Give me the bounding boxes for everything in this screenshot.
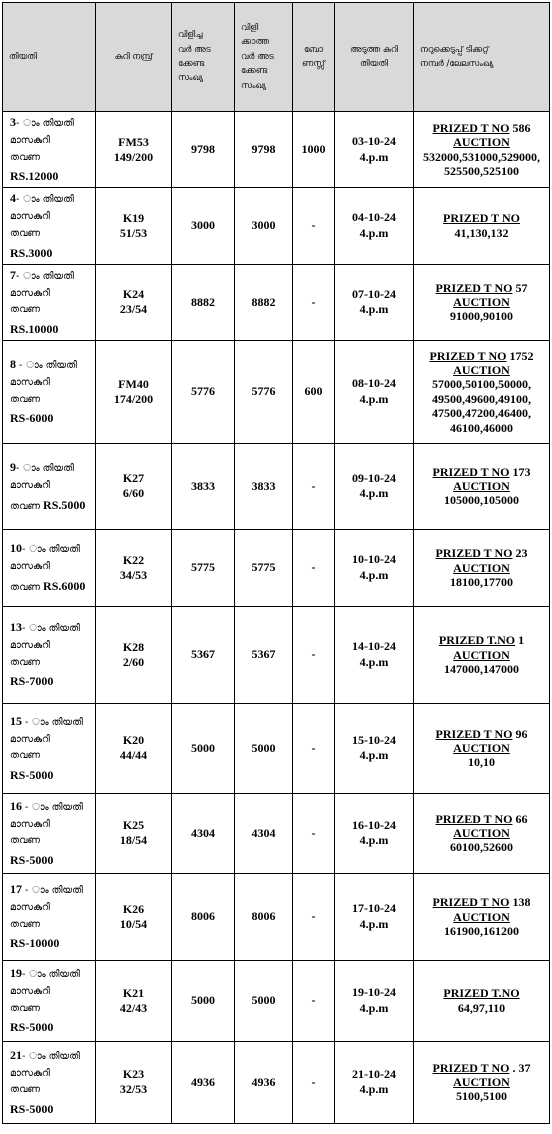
cell-uncalled-amount: 3000 — [235, 188, 293, 264]
result-prized-no: 57 — [515, 280, 528, 295]
cell-uncalled-amount: 4304 — [235, 793, 293, 873]
cell-uncalled-amount: 8006 — [235, 873, 293, 960]
result-prized-label: PRIZED T NO — [435, 726, 513, 741]
result-auction-label: AUCTION — [453, 135, 510, 150]
cell-date — [3, 112, 96, 188]
date-line3: തവണ — [10, 656, 41, 668]
kuri-installment: 10/54 — [119, 916, 148, 931]
date-line2: മാസകുറി — [10, 640, 50, 652]
cell-bonus: 600 — [293, 340, 335, 443]
result-prized-no: 586 — [512, 120, 531, 135]
cell-called-amount: 3000 — [172, 188, 235, 264]
cell-kuri-no — [96, 112, 172, 188]
date-suffix: - ാം തിയതി — [22, 885, 83, 897]
next-time: 4.p.m — [359, 391, 389, 406]
date-amount: RS-7000 — [10, 674, 54, 689]
date-suffix: - ാം തിയതി — [16, 118, 74, 129]
cell-result — [414, 188, 550, 264]
cell-date — [3, 960, 96, 1041]
result-prized-no: 173 — [512, 464, 531, 479]
result-auction-line: 5100,5100 — [456, 1089, 507, 1104]
date-suffix: - ാം തിയതി — [22, 544, 80, 556]
kuri-code: K25 — [122, 818, 145, 833]
next-date: 09-10-24 — [352, 470, 396, 485]
cell-result — [414, 703, 550, 793]
date-line3: തവണ — [10, 835, 41, 847]
result-auction-line: 161900,161200 — [444, 923, 519, 938]
result-prized-label: PRIZED T NO — [435, 811, 513, 826]
cell-uncalled-amount: 5000 — [235, 960, 293, 1041]
date-suffix: - ാം തിയതി — [22, 623, 80, 635]
cell-next-date — [335, 1041, 414, 1123]
kuri-code: K22 — [122, 552, 145, 567]
table-row — [3, 703, 550, 793]
date-suffix: - ാം തിയതി — [22, 969, 80, 981]
kuri-schedule-table — [2, 2, 550, 1124]
next-time: 4.p.m — [359, 833, 389, 848]
date-line2: മാസകുറി — [10, 287, 50, 299]
table-row — [3, 606, 550, 703]
date-amount: RS.6000 — [43, 579, 86, 594]
date-amount: RS-5000 — [10, 1101, 54, 1116]
cell-next-date — [335, 529, 414, 606]
next-date: 19-10-24 — [352, 985, 396, 1000]
kuri-code: K28 — [122, 639, 145, 654]
cell-uncalled-amount: 5775 — [235, 529, 293, 606]
date-suffix: - ാം തിയതി — [22, 716, 83, 728]
kuri-installment: 34/53 — [119, 567, 148, 582]
result-auction-line: 64,97,110 — [457, 1000, 506, 1015]
date-suffix: - ാം തിയതി — [22, 1050, 80, 1062]
date-amount: RS.5000 — [43, 497, 86, 512]
kuri-code: K20 — [122, 733, 145, 748]
cell-called-amount: 8006 — [172, 873, 235, 960]
kuri-installment: 32/53 — [119, 1082, 148, 1097]
cell-date — [3, 340, 96, 443]
result-auction-line: 10,10 — [468, 755, 495, 770]
header-uncalled-amount: വിളി ക്കാത്ത വർ അട ക്കേണ്ട സംഖ്യ — [235, 3, 293, 112]
cell-kuri-no — [96, 443, 172, 529]
cell-next-date — [335, 443, 414, 529]
cell-bonus: - — [293, 793, 335, 873]
result-auction-label: AUCTION — [453, 479, 510, 494]
cell-uncalled-amount: 4936 — [235, 1041, 293, 1123]
date-day: 19 — [10, 966, 22, 981]
date-suffix: - ാം തിയതി — [22, 801, 83, 813]
date-amount: RS-6000 — [10, 411, 54, 426]
cell-date — [3, 529, 96, 606]
header-bonus: ബോ ണസ്സ് — [293, 3, 335, 112]
cell-result — [414, 340, 550, 443]
kuri-code: K26 — [122, 901, 145, 916]
cell-uncalled-amount: 3833 — [235, 443, 293, 529]
cell-bonus: - — [293, 606, 335, 703]
cell-next-date — [335, 606, 414, 703]
kuri-code: FM40 — [118, 376, 149, 391]
next-date: 04-10-24 — [352, 210, 396, 225]
result-prized-no: 1 — [518, 633, 525, 648]
result-prized-label: PRIZED T NO — [432, 1060, 510, 1075]
result-prized-no: 66 — [515, 811, 528, 826]
date-line3: തവണ — [10, 1084, 41, 1096]
cell-kuri-no — [96, 793, 172, 873]
date-day: 21 — [10, 1047, 22, 1062]
header-result: നറുക്കെടുപ്പ് ടിക്കറ്റ് നമ്പർ /ലേലസംഖ്യ — [414, 3, 550, 112]
cell-kuri-no — [96, 1041, 172, 1123]
result-auction-line: 41,130,132 — [454, 225, 509, 240]
date-line2: മാസകുറി — [10, 733, 50, 745]
result-prized-no: 1752 — [509, 348, 534, 363]
result-prized-no: . 37 — [512, 1060, 531, 1075]
table-row — [3, 529, 550, 606]
cell-called-amount: 5775 — [172, 529, 235, 606]
header-kuri-no: കുറി നമ്പ്ര് — [96, 3, 172, 112]
result-prized-label: PRIZED T NO — [432, 895, 510, 910]
next-date: 10-10-24 — [352, 552, 396, 567]
next-time: 4.p.m — [359, 748, 389, 763]
header-next-date: അടുത്ത കുറി തിയതി — [335, 3, 414, 112]
result-prized-label: PRIZED T NO — [432, 464, 510, 479]
date-suffix: - ാം തിയതി — [16, 194, 74, 206]
table-row — [3, 793, 550, 873]
kuri-installment: 42/43 — [119, 1000, 148, 1015]
result-auction-label: AUCTION — [453, 294, 510, 309]
kuri-installment: 44/44 — [119, 748, 148, 763]
table-row — [3, 960, 550, 1041]
cell-called-amount: 5000 — [172, 960, 235, 1041]
cell-next-date — [335, 873, 414, 960]
table-row — [3, 873, 550, 960]
next-date: 03-10-24 — [352, 134, 396, 149]
next-time: 4.p.m — [359, 1082, 389, 1097]
date-line3: തവണ — [10, 582, 41, 594]
kuri-installment: 18/54 — [119, 833, 148, 848]
result-auction-label: AUCTION — [453, 362, 510, 377]
date-line3: തവണ — [10, 151, 41, 163]
result-prized-label: PRIZED T.NO — [443, 986, 520, 1001]
result-auction-label: AUCTION — [453, 560, 510, 575]
date-day: 10 — [10, 541, 22, 556]
table-row — [3, 443, 550, 529]
kuri-code: K23 — [122, 1067, 145, 1082]
cell-next-date — [335, 793, 414, 873]
date-day: 4 — [10, 191, 16, 206]
cell-date — [3, 703, 96, 793]
cell-uncalled-amount: 5367 — [235, 606, 293, 703]
next-time: 4.p.m — [359, 302, 389, 317]
cell-kuri-no — [96, 606, 172, 703]
result-auction-line: 49500,49600,49100, — [432, 391, 531, 406]
result-auction-line: 147000,147000 — [444, 661, 519, 676]
cell-kuri-no — [96, 529, 172, 606]
cell-result — [414, 873, 550, 960]
kuri-code: K24 — [122, 287, 145, 302]
cell-result — [414, 793, 550, 873]
table-row — [3, 264, 550, 340]
date-amount: RS-5000 — [10, 767, 54, 782]
next-date: 14-10-24 — [352, 639, 396, 654]
cell-called-amount: 4936 — [172, 1041, 235, 1123]
date-line3: തവണ — [10, 750, 41, 762]
cell-bonus: - — [293, 529, 335, 606]
cell-date — [3, 793, 96, 873]
result-prized-label: PRIZED T NO — [435, 280, 513, 295]
result-auction-label: AUCTION — [453, 647, 510, 662]
cell-bonus: - — [293, 703, 335, 793]
cell-kuri-no — [96, 340, 172, 443]
date-line3: തവണ — [10, 500, 41, 512]
cell-bonus: - — [293, 188, 335, 264]
cell-result — [414, 529, 550, 606]
kuri-installment: 174/200 — [113, 391, 154, 406]
cell-next-date — [335, 960, 414, 1041]
cell-next-date — [335, 340, 414, 443]
result-prized-label: PRIZED T NO — [443, 211, 520, 226]
result-auction-line: 91000,90100 — [450, 309, 513, 324]
cell-called-amount: 8882 — [172, 264, 235, 340]
result-prized-no: 96 — [515, 726, 528, 741]
cell-called-amount: 5000 — [172, 703, 235, 793]
date-amount: RS-10000 — [10, 936, 60, 951]
header-row — [3, 3, 550, 112]
cell-called-amount: 5776 — [172, 340, 235, 443]
result-auction-line: 525500,525100 — [444, 164, 519, 179]
next-date: 08-10-24 — [352, 376, 396, 391]
cell-kuri-no — [96, 264, 172, 340]
kuri-installment: 2/60 — [122, 654, 145, 669]
cell-called-amount: 3833 — [172, 443, 235, 529]
next-time: 4.p.m — [359, 149, 389, 164]
result-auction-line: 47500,47200,46400, — [432, 406, 531, 421]
date-amount: RS.10000 — [10, 321, 59, 336]
next-date: 07-10-24 — [352, 286, 396, 301]
date-line2: മാസകുറി — [10, 479, 50, 491]
cell-result — [414, 112, 550, 188]
cell-bonus: - — [293, 264, 335, 340]
result-auction-line: 57000,50100,50000, — [432, 377, 531, 392]
date-line3: തവണ — [10, 1002, 41, 1014]
date-line3: തവണ — [10, 918, 41, 930]
next-time: 4.p.m — [359, 486, 389, 501]
date-day: 17 — [10, 882, 22, 897]
result-auction-label: AUCTION — [453, 1075, 510, 1090]
date-line2: മാസകുറി — [10, 818, 50, 830]
result-auction-label: AUCTION — [453, 741, 510, 756]
date-day: 15 — [10, 713, 22, 728]
cell-date — [3, 264, 96, 340]
cell-result — [414, 606, 550, 703]
cell-result — [414, 960, 550, 1041]
cell-next-date — [335, 188, 414, 264]
header-called-amount: വിളിച്ച വർ അട ക്കേണ്ട സംഖ്യ — [172, 3, 235, 112]
date-line2: മാസകുറി — [10, 377, 50, 389]
cell-called-amount: 5367 — [172, 606, 235, 703]
result-prized-label: PRIZED T.NO — [438, 633, 516, 648]
date-line3: തവണ — [10, 304, 41, 316]
date-day: 3 — [10, 115, 16, 129]
header-date: തിയതി — [3, 3, 96, 112]
cell-uncalled-amount: 5776 — [235, 340, 293, 443]
cell-next-date — [335, 112, 414, 188]
result-auction-label: AUCTION — [453, 909, 510, 924]
kuri-code: K19 — [122, 210, 145, 225]
result-prized-label: PRIZED T NO — [432, 120, 510, 135]
cell-result — [414, 264, 550, 340]
date-line3: തവണ — [10, 393, 41, 405]
date-line2: മാസകുറി — [10, 211, 50, 223]
cell-bonus: - — [293, 1041, 335, 1123]
cell-result — [414, 1041, 550, 1123]
result-prized-no: 23 — [515, 546, 528, 561]
date-line2: മാസകുറി — [10, 986, 50, 998]
cell-kuri-no — [96, 188, 172, 264]
next-time: 4.p.m — [359, 916, 389, 931]
cell-kuri-no — [96, 703, 172, 793]
next-time: 4.p.m — [359, 1000, 389, 1015]
date-day: 9 — [10, 459, 16, 474]
date-amount: RS.12000 — [10, 169, 59, 184]
result-auction-line: 60100,52600 — [450, 840, 513, 855]
result-prized-no: 138 — [512, 895, 531, 910]
date-line2: മാസകുറി — [10, 135, 50, 146]
result-auction-line: 532000,531000,529000, — [423, 149, 540, 164]
date-amount: RS-5000 — [10, 852, 54, 867]
result-auction-line: 18100,17700 — [450, 574, 513, 589]
date-amount: RS.3000 — [10, 245, 53, 260]
kuri-installment: 6/60 — [122, 486, 145, 501]
table-row — [3, 1041, 550, 1123]
next-date: 15-10-24 — [352, 732, 396, 747]
kuri-code: K27 — [122, 471, 145, 486]
next-date: 16-10-24 — [352, 817, 396, 832]
table-row — [3, 340, 550, 443]
table-row — [3, 188, 550, 264]
date-day: 13 — [10, 620, 22, 635]
cell-date — [3, 188, 96, 264]
cell-called-amount: 9798 — [172, 112, 235, 188]
date-suffix: - ാം തിയതി — [16, 462, 74, 474]
cell-result — [414, 443, 550, 529]
kuri-installment: 149/200 — [113, 149, 154, 164]
cell-bonus: - — [293, 443, 335, 529]
date-amount: RS-5000 — [10, 1020, 54, 1035]
cell-date — [3, 1041, 96, 1123]
cell-next-date — [335, 703, 414, 793]
date-day: 16 — [10, 798, 22, 813]
cell-called-amount: 4304 — [172, 793, 235, 873]
cell-kuri-no — [96, 960, 172, 1041]
cell-uncalled-amount: 8882 — [235, 264, 293, 340]
result-prized-label: PRIZED T NO — [429, 348, 507, 363]
date-line2: മാസകുറി — [10, 1067, 50, 1079]
cell-next-date — [335, 264, 414, 340]
cell-kuri-no — [96, 873, 172, 960]
cell-bonus: - — [293, 873, 335, 960]
date-day: 7 — [10, 267, 16, 282]
cell-bonus: - — [293, 960, 335, 1041]
next-date: 17-10-24 — [352, 901, 396, 916]
next-date: 21-10-24 — [352, 1066, 396, 1081]
table-row — [3, 112, 550, 188]
date-line3: തവണ — [10, 227, 41, 239]
date-day: 8 — [10, 357, 16, 372]
result-auction-label: AUCTION — [453, 826, 510, 841]
kuri-installment: 23/54 — [119, 302, 148, 317]
result-auction-line: 105000,105000 — [444, 493, 519, 508]
next-time: 4.p.m — [359, 654, 389, 669]
cell-date — [3, 873, 96, 960]
cell-bonus: 1000 — [293, 112, 335, 188]
cell-uncalled-amount: 9798 — [235, 112, 293, 188]
kuri-code: FM53 — [118, 134, 149, 149]
date-suffix: - ാം തിയതി — [16, 270, 74, 282]
cell-date — [3, 443, 96, 529]
cell-uncalled-amount: 5000 — [235, 703, 293, 793]
result-auction-line: 46100,46000 — [450, 420, 513, 435]
date-line2: മാസകുറി — [10, 902, 50, 914]
next-time: 4.p.m — [359, 225, 389, 240]
next-time: 4.p.m — [359, 567, 389, 582]
result-prized-label: PRIZED T NO — [435, 546, 513, 561]
date-line2: മാസകുറി — [10, 561, 50, 573]
kuri-code: K21 — [122, 985, 145, 1000]
cell-date — [3, 606, 96, 703]
date-suffix: - ാം തിയതി — [16, 360, 77, 372]
kuri-installment: 51/53 — [119, 225, 148, 240]
